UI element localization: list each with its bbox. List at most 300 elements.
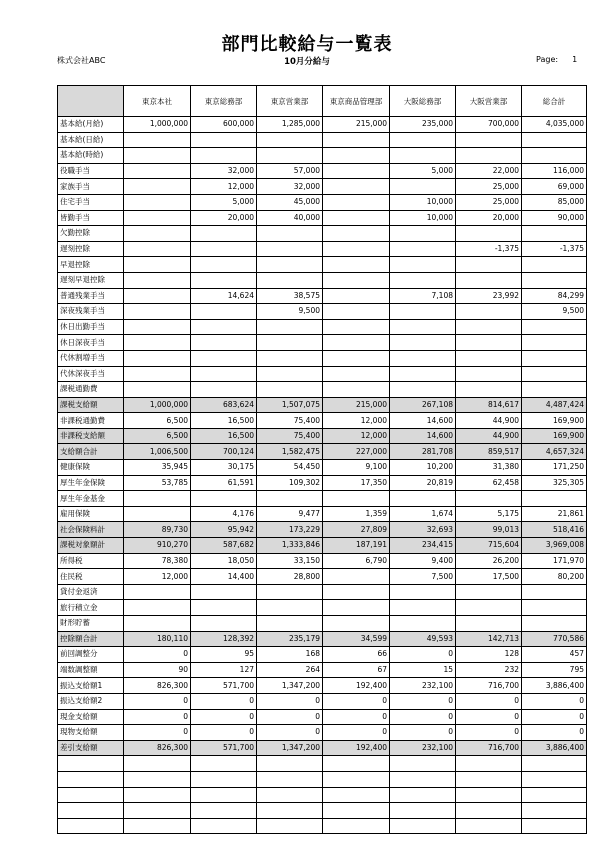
value-cell: 10,200 [390, 460, 456, 476]
value-cell [191, 241, 257, 257]
value-cell [390, 335, 456, 351]
table-row [58, 335, 587, 351]
value-cell: 0 [456, 693, 522, 709]
value-cell [257, 319, 323, 335]
value-cell [456, 257, 522, 273]
table-row [58, 725, 587, 741]
value-cell [191, 272, 257, 288]
value-cell: 62,458 [456, 475, 522, 491]
table-row [58, 428, 587, 444]
value-cell: 0 [522, 725, 587, 741]
value-cell: 859,517 [456, 444, 522, 460]
blank-cell [522, 803, 587, 819]
value-cell [323, 304, 390, 320]
value-cell: 169,900 [522, 413, 587, 429]
value-cell: 25,000 [456, 194, 522, 210]
value-cell: 6,500 [124, 428, 191, 444]
row-label: 振込支給額2 [58, 693, 124, 709]
value-cell: 142,713 [456, 631, 522, 647]
table-row [58, 163, 587, 179]
value-cell [257, 226, 323, 242]
row-label: 課税支給額 [58, 397, 124, 413]
blank-cell [522, 787, 587, 803]
column-header: 東京本社 [124, 86, 191, 117]
blank-cell [58, 818, 124, 834]
value-cell: 27,809 [323, 522, 390, 538]
value-cell [390, 272, 456, 288]
blank-cell [323, 803, 390, 819]
value-cell [323, 132, 390, 148]
value-cell: 235,179 [257, 631, 323, 647]
payroll-comparison-table [57, 85, 587, 834]
value-cell: 45,000 [257, 194, 323, 210]
row-label: 代休割増手当 [58, 350, 124, 366]
value-cell: 12,000 [191, 179, 257, 195]
value-cell: 192,400 [323, 678, 390, 694]
value-cell [522, 616, 587, 632]
blank-cell [323, 818, 390, 834]
value-cell: 78,380 [124, 553, 191, 569]
value-cell: 232,100 [390, 678, 456, 694]
value-cell [456, 600, 522, 616]
value-cell [390, 132, 456, 148]
value-cell: 0 [522, 693, 587, 709]
value-cell: 33,150 [257, 553, 323, 569]
value-cell [124, 257, 191, 273]
table-row [58, 272, 587, 288]
value-cell: 99,013 [456, 522, 522, 538]
value-cell: 1,000,000 [124, 117, 191, 133]
blank-cell [390, 756, 456, 772]
blank-cell [124, 771, 191, 787]
value-cell: 1,507,075 [257, 397, 323, 413]
row-label: 社会保険料計 [58, 522, 124, 538]
row-label: 現物支給額 [58, 725, 124, 741]
value-cell: 0 [456, 709, 522, 725]
value-cell [522, 319, 587, 335]
row-label: 差引支給額 [58, 740, 124, 756]
value-cell: 21,861 [522, 506, 587, 522]
value-cell [257, 584, 323, 600]
value-cell [323, 335, 390, 351]
value-cell: 109,302 [257, 475, 323, 491]
table-row [58, 132, 587, 148]
value-cell [390, 350, 456, 366]
value-cell: 89,730 [124, 522, 191, 538]
value-cell [191, 226, 257, 242]
value-cell: 7,500 [390, 569, 456, 585]
row-label: 皆勤手当 [58, 210, 124, 226]
row-label: 課税対象額計 [58, 538, 124, 554]
table-row [58, 397, 587, 413]
value-cell: 75,400 [257, 413, 323, 429]
row-label: 非課税通勤費 [58, 413, 124, 429]
value-cell [124, 350, 191, 366]
value-cell: 0 [323, 725, 390, 741]
value-cell [390, 319, 456, 335]
value-cell [456, 382, 522, 398]
value-cell: 53,785 [124, 475, 191, 491]
value-cell: 128,392 [191, 631, 257, 647]
value-cell: 4,487,424 [522, 397, 587, 413]
blank-cell [456, 771, 522, 787]
value-cell [323, 288, 390, 304]
value-cell [257, 491, 323, 507]
value-cell: 14,400 [191, 569, 257, 585]
value-cell [257, 382, 323, 398]
value-cell: -1,375 [456, 241, 522, 257]
value-cell: 0 [124, 647, 191, 663]
row-label: 非課税支給額 [58, 428, 124, 444]
value-cell [124, 226, 191, 242]
value-cell [522, 366, 587, 382]
header-row [58, 86, 587, 117]
value-cell [257, 272, 323, 288]
value-cell [124, 319, 191, 335]
value-cell: 180,110 [124, 631, 191, 647]
value-cell: 23,992 [456, 288, 522, 304]
blank-cell [124, 756, 191, 772]
row-label: 欠勤控除 [58, 226, 124, 242]
table-row [58, 210, 587, 226]
value-cell: 795 [522, 662, 587, 678]
value-cell: 9,500 [257, 304, 323, 320]
value-cell: 5,000 [390, 163, 456, 179]
table-row [58, 584, 587, 600]
value-cell: 571,700 [191, 740, 257, 756]
value-cell [124, 366, 191, 382]
value-cell [456, 350, 522, 366]
value-cell [257, 616, 323, 632]
value-cell [257, 132, 323, 148]
blank-cell [257, 756, 323, 772]
value-cell [323, 163, 390, 179]
row-label: 早退控除 [58, 257, 124, 273]
column-header: 総合計 [522, 86, 587, 117]
blank-cell [390, 818, 456, 834]
value-cell [323, 491, 390, 507]
value-cell [390, 241, 456, 257]
report-title: 部門比較給与一覧表 [221, 34, 393, 55]
value-cell [124, 584, 191, 600]
value-cell [323, 257, 390, 273]
table-row [58, 709, 587, 725]
value-cell: 4,657,324 [522, 444, 587, 460]
table-row [58, 460, 587, 476]
table-row [58, 319, 587, 335]
table-row [58, 444, 587, 460]
value-cell: 715,604 [456, 538, 522, 554]
value-cell [456, 272, 522, 288]
value-cell [323, 616, 390, 632]
value-cell: 95,942 [191, 522, 257, 538]
value-cell [390, 179, 456, 195]
value-cell: 84,299 [522, 288, 587, 304]
value-cell: 1,347,200 [257, 740, 323, 756]
value-cell [390, 491, 456, 507]
value-cell: 30,175 [191, 460, 257, 476]
blank-cell [124, 787, 191, 803]
blank-cell [191, 771, 257, 787]
value-cell: 716,700 [456, 740, 522, 756]
table-row [58, 194, 587, 210]
value-cell: 814,617 [456, 397, 522, 413]
blank-cell [191, 803, 257, 819]
value-cell [456, 132, 522, 148]
value-cell: 9,500 [522, 304, 587, 320]
value-cell: 12,000 [124, 569, 191, 585]
row-label: 休日深夜手当 [58, 335, 124, 351]
table-row [58, 600, 587, 616]
value-cell [390, 304, 456, 320]
value-cell: 232,100 [390, 740, 456, 756]
value-cell [323, 382, 390, 398]
value-cell: 826,300 [124, 740, 191, 756]
row-label: 支給額合計 [58, 444, 124, 460]
row-label: 住民税 [58, 569, 124, 585]
page-label: Page: [536, 55, 559, 64]
table-row [58, 179, 587, 195]
value-cell: 17,350 [323, 475, 390, 491]
value-cell: 235,000 [390, 117, 456, 133]
value-cell: 0 [257, 709, 323, 725]
value-cell: 0 [124, 725, 191, 741]
blank-cell [58, 771, 124, 787]
table-row [58, 117, 587, 133]
row-label: 基本給(時給) [58, 148, 124, 164]
blank-cell [191, 818, 257, 834]
table-row [58, 616, 587, 632]
value-cell [522, 382, 587, 398]
value-cell: 7,108 [390, 288, 456, 304]
table-row [58, 662, 587, 678]
value-cell: 34,599 [323, 631, 390, 647]
value-cell: 281,708 [390, 444, 456, 460]
value-cell [124, 616, 191, 632]
value-cell [191, 148, 257, 164]
value-cell: 26,200 [456, 553, 522, 569]
value-cell [191, 616, 257, 632]
value-cell: 1,285,000 [257, 117, 323, 133]
value-cell: 700,124 [191, 444, 257, 460]
value-cell [323, 600, 390, 616]
value-cell: 10,000 [390, 210, 456, 226]
value-cell: 1,006,500 [124, 444, 191, 460]
value-cell: 1,674 [390, 506, 456, 522]
row-label: 役職手当 [58, 163, 124, 179]
row-label: 貸付金返済 [58, 584, 124, 600]
value-cell: 171,250 [522, 460, 587, 476]
value-cell [191, 491, 257, 507]
value-cell: 69,000 [522, 179, 587, 195]
value-cell: 14,600 [390, 428, 456, 444]
value-cell: 173,229 [257, 522, 323, 538]
value-cell: 0 [323, 693, 390, 709]
value-cell: 716,700 [456, 678, 522, 694]
value-cell [456, 491, 522, 507]
value-cell: 910,270 [124, 538, 191, 554]
value-cell: 128 [456, 647, 522, 663]
value-cell: 0 [257, 693, 323, 709]
value-cell [456, 319, 522, 335]
table-row [58, 226, 587, 242]
value-cell: 518,416 [522, 522, 587, 538]
value-cell [323, 210, 390, 226]
value-cell: 32,000 [191, 163, 257, 179]
value-cell [191, 382, 257, 398]
blank-row [58, 818, 587, 834]
row-label: 厚生年金保険 [58, 475, 124, 491]
row-label: 家族手当 [58, 179, 124, 195]
value-cell [191, 319, 257, 335]
column-header: 大阪総務部 [390, 86, 456, 117]
value-cell: 90,000 [522, 210, 587, 226]
value-cell: 25,000 [456, 179, 522, 195]
blank-row [58, 803, 587, 819]
value-cell: 20,819 [390, 475, 456, 491]
value-cell: 215,000 [323, 117, 390, 133]
value-cell [323, 584, 390, 600]
value-cell [390, 226, 456, 242]
row-label: 財形貯蓄 [58, 616, 124, 632]
table-row [58, 522, 587, 538]
value-cell: 587,682 [191, 538, 257, 554]
value-cell: 0 [390, 709, 456, 725]
blank-cell [390, 803, 456, 819]
row-label: 厚生年金基金 [58, 491, 124, 507]
value-cell: 16,500 [191, 413, 257, 429]
value-cell [124, 132, 191, 148]
row-label: 普通残業手当 [58, 288, 124, 304]
row-label: 雇用保険 [58, 506, 124, 522]
value-cell [124, 163, 191, 179]
report-period: 10月分給与 [284, 57, 330, 67]
value-cell [390, 600, 456, 616]
value-cell: 9,477 [257, 506, 323, 522]
blank-cell [191, 787, 257, 803]
value-cell: 16,500 [191, 428, 257, 444]
value-cell: 0 [124, 693, 191, 709]
value-cell [323, 148, 390, 164]
value-cell: 227,000 [323, 444, 390, 460]
value-cell: 44,900 [456, 413, 522, 429]
blank-cell [58, 756, 124, 772]
value-cell [323, 272, 390, 288]
value-cell: 5,175 [456, 506, 522, 522]
value-cell: 0 [323, 709, 390, 725]
value-cell: 0 [390, 647, 456, 663]
value-cell [522, 272, 587, 288]
value-cell [390, 148, 456, 164]
blank-cell [522, 756, 587, 772]
value-cell [191, 600, 257, 616]
table-row [58, 288, 587, 304]
table-row [58, 366, 587, 382]
blank-cell [456, 818, 522, 834]
table-row [58, 148, 587, 164]
table-row [58, 538, 587, 554]
table-row [58, 304, 587, 320]
value-cell: 0 [191, 709, 257, 725]
blank-cell [522, 771, 587, 787]
value-cell: 192,400 [323, 740, 390, 756]
value-cell: 4,035,000 [522, 117, 587, 133]
value-cell [191, 132, 257, 148]
value-cell [257, 257, 323, 273]
value-cell [124, 491, 191, 507]
row-label: 現金支給額 [58, 709, 124, 725]
value-cell: 14,624 [191, 288, 257, 304]
value-cell: 171,970 [522, 553, 587, 569]
value-cell: 9,100 [323, 460, 390, 476]
value-cell [456, 366, 522, 382]
value-cell: 57,000 [257, 163, 323, 179]
value-cell: 600,000 [191, 117, 257, 133]
value-cell: 1,347,200 [257, 678, 323, 694]
value-cell [390, 616, 456, 632]
table-row [58, 491, 587, 507]
value-cell [124, 335, 191, 351]
value-cell [191, 257, 257, 273]
value-cell [124, 272, 191, 288]
value-cell [323, 569, 390, 585]
table-row [58, 241, 587, 257]
value-cell [522, 491, 587, 507]
value-cell: 232 [456, 662, 522, 678]
value-cell [390, 584, 456, 600]
value-cell [191, 350, 257, 366]
row-label: 基本給(日給) [58, 132, 124, 148]
value-cell [323, 226, 390, 242]
value-cell [257, 350, 323, 366]
table-row [58, 413, 587, 429]
value-cell: 75,400 [257, 428, 323, 444]
value-cell [522, 335, 587, 351]
value-cell [522, 584, 587, 600]
value-cell [323, 319, 390, 335]
value-cell: 32,000 [257, 179, 323, 195]
value-cell [456, 616, 522, 632]
value-cell [323, 241, 390, 257]
blank-cell [390, 787, 456, 803]
blank-cell [257, 787, 323, 803]
value-cell [191, 366, 257, 382]
value-cell: 10,000 [390, 194, 456, 210]
column-header: 東京商品管理部 [323, 86, 390, 117]
value-cell [390, 382, 456, 398]
value-cell: 267,108 [390, 397, 456, 413]
value-cell: 1,333,846 [257, 538, 323, 554]
blank-cell [257, 771, 323, 787]
value-cell [323, 179, 390, 195]
value-cell [191, 304, 257, 320]
blank-cell [456, 803, 522, 819]
value-cell: 4,176 [191, 506, 257, 522]
value-cell [456, 226, 522, 242]
row-label: 代休深夜手当 [58, 366, 124, 382]
column-header: 東京営業部 [257, 86, 323, 117]
table-row [58, 678, 587, 694]
value-cell: 5,000 [191, 194, 257, 210]
value-cell: 0 [390, 693, 456, 709]
value-cell: -1,375 [522, 241, 587, 257]
value-cell: 20,000 [456, 210, 522, 226]
value-cell [124, 148, 191, 164]
value-cell [323, 194, 390, 210]
value-cell: 20,000 [191, 210, 257, 226]
blank-cell [522, 818, 587, 834]
table-row [58, 693, 587, 709]
